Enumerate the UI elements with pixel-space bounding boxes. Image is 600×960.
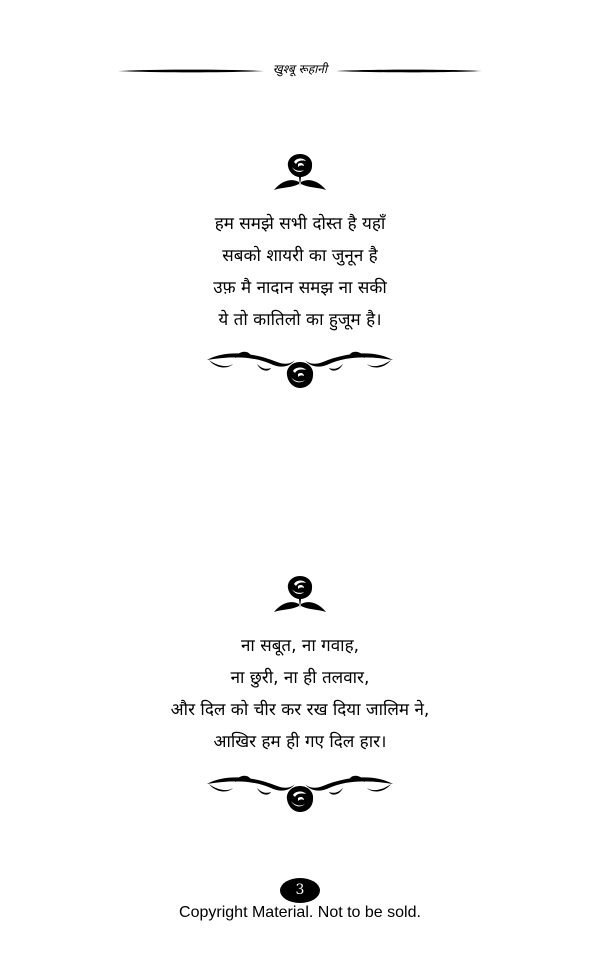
header-title: खुश्बू रूहानी bbox=[272, 62, 328, 76]
poem-line: ना सबूत, ना गवाह, bbox=[240, 636, 360, 656]
poem-line: सबको शायरी का जुनून है bbox=[222, 246, 378, 266]
poem-2 bbox=[0, 630, 600, 758]
poem-line: आखिर हम ही गए दिल हार। bbox=[213, 732, 387, 752]
poem-1 bbox=[0, 208, 600, 336]
floral-divider-icon bbox=[205, 772, 395, 816]
poem-line: उफ़ मै नादान समझ ना सकी bbox=[213, 278, 387, 298]
poem-line: और दिल को चीर कर रख दिया जालिम ने, bbox=[170, 700, 430, 720]
poem-line: हम समझे सभी दोस्त है यहाँ bbox=[214, 214, 386, 234]
running-header bbox=[118, 58, 482, 84]
poem-line: ना छुरी, ना ही तलवार, bbox=[230, 668, 370, 688]
poem-line: ये तो कातिलो का हुजूम है। bbox=[218, 310, 382, 330]
copyright-notice: Copyright Material. Not to be sold. bbox=[179, 904, 421, 921]
rose-icon bbox=[270, 152, 330, 194]
page-number: 3 bbox=[280, 878, 320, 903]
floral-divider-icon bbox=[205, 348, 395, 392]
header-rule-right bbox=[336, 69, 482, 73]
rose-icon bbox=[270, 574, 330, 616]
